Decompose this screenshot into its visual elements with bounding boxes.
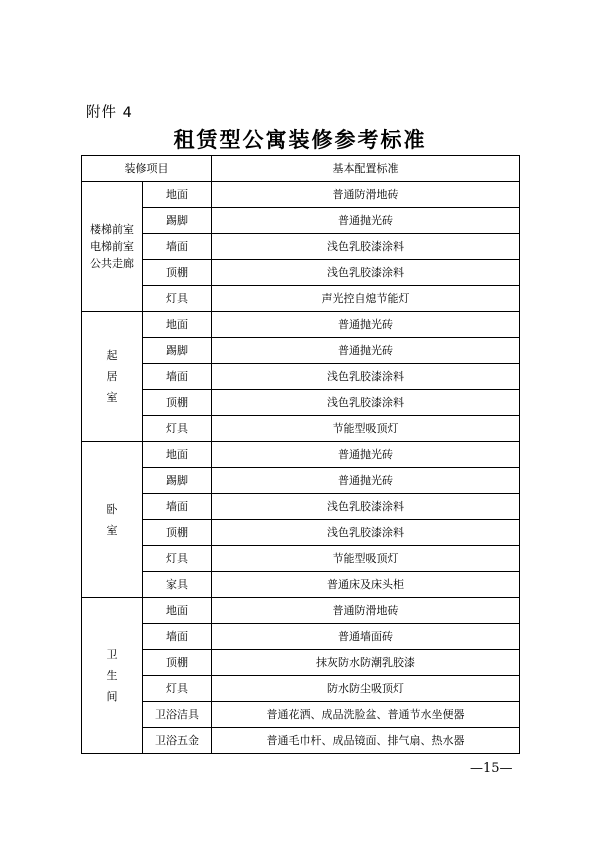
part-cell: 顶棚 xyxy=(143,390,212,416)
part-cell: 地面 xyxy=(143,182,212,208)
header-standard: 基本配置标准 xyxy=(212,156,520,182)
room-group-label xyxy=(82,442,143,598)
part-cell: 踢脚 xyxy=(143,338,212,364)
table-row xyxy=(82,442,520,468)
standard-cell: 浅色乳胶漆涂料 xyxy=(212,494,520,520)
table-row xyxy=(82,182,520,208)
table-row xyxy=(82,208,520,234)
table-row xyxy=(82,338,520,364)
part-cell: 灯具 xyxy=(143,416,212,442)
table-row xyxy=(82,676,520,702)
standard-cell: 普通防滑地砖 xyxy=(212,182,520,208)
room-group-label xyxy=(82,312,143,442)
part-cell: 顶棚 xyxy=(143,650,212,676)
table-row xyxy=(82,624,520,650)
part-cell: 踢脚 xyxy=(143,468,212,494)
table-row xyxy=(82,572,520,598)
table-row xyxy=(82,468,520,494)
standard-cell: 普通墙面砖 xyxy=(212,624,520,650)
page-number: —15— xyxy=(470,761,513,776)
standard-cell: 浅色乳胶漆涂料 xyxy=(212,390,520,416)
standard-cell: 浅色乳胶漆涂料 xyxy=(212,260,520,286)
room-group-label xyxy=(82,182,143,312)
room-group-label xyxy=(82,598,143,754)
standard-cell: 普通毛巾杆、成品镜面、排气扇、热水器 xyxy=(212,728,520,754)
part-cell: 卫浴洁具 xyxy=(143,702,212,728)
table-row xyxy=(82,702,520,728)
standard-cell: 节能型吸顶灯 xyxy=(212,416,520,442)
table-row xyxy=(82,260,520,286)
document-title: 租赁型公寓装修参考标准 xyxy=(173,127,427,152)
part-cell: 卫浴五金 xyxy=(143,728,212,754)
standard-cell: 声光控自熄节能灯 xyxy=(212,286,520,312)
part-cell: 灯具 xyxy=(143,286,212,312)
part-cell: 墙面 xyxy=(143,494,212,520)
room-group-name: 楼梯前室 电梯前室 公共走廊 xyxy=(90,223,134,270)
part-cell: 灯具 xyxy=(143,546,212,572)
standard-cell: 普通花洒、成品洗脸盆、普通节水坐便器 xyxy=(212,702,520,728)
standard-cell: 普通抛光砖 xyxy=(212,208,520,234)
part-cell: 地面 xyxy=(143,598,212,624)
standard-cell: 浅色乳胶漆涂料 xyxy=(212,520,520,546)
table-row xyxy=(82,416,520,442)
part-cell: 顶棚 xyxy=(143,520,212,546)
table-row xyxy=(82,650,520,676)
part-cell: 地面 xyxy=(143,442,212,468)
part-cell: 墙面 xyxy=(143,364,212,390)
standard-cell: 普通抛光砖 xyxy=(212,312,520,338)
attachment-label: 附件 4 xyxy=(86,105,133,121)
header-item: 装修项目 xyxy=(82,156,212,182)
table-row xyxy=(82,364,520,390)
standard-cell: 浅色乳胶漆涂料 xyxy=(212,234,520,260)
part-cell: 地面 xyxy=(143,312,212,338)
table-row xyxy=(82,546,520,572)
table-row xyxy=(82,728,520,754)
table-row xyxy=(82,598,520,624)
part-cell: 墙面 xyxy=(143,624,212,650)
table-row xyxy=(82,312,520,338)
room-group-name: 卫生间 xyxy=(106,648,118,703)
standard-cell: 浅色乳胶漆涂料 xyxy=(212,364,520,390)
standard-cell: 防水防尘吸顶灯 xyxy=(212,676,520,702)
table-row xyxy=(82,390,520,416)
standard-cell: 普通抛光砖 xyxy=(212,442,520,468)
part-cell: 顶棚 xyxy=(143,260,212,286)
part-cell: 灯具 xyxy=(143,676,212,702)
room-group-name: 起居室 xyxy=(106,349,118,404)
part-cell: 踢脚 xyxy=(143,208,212,234)
part-cell: 墙面 xyxy=(143,234,212,260)
standard-cell: 普通防滑地砖 xyxy=(212,598,520,624)
standard-cell: 普通抛光砖 xyxy=(212,338,520,364)
table-header-row xyxy=(82,156,520,182)
table-row xyxy=(82,520,520,546)
standard-cell: 抹灰防水防潮乳胶漆 xyxy=(212,650,520,676)
table-row xyxy=(82,286,520,312)
standard-cell: 普通抛光砖 xyxy=(212,468,520,494)
table-row xyxy=(82,234,520,260)
room-group-name: 卧室 xyxy=(106,502,118,537)
standard-cell: 节能型吸顶灯 xyxy=(212,546,520,572)
table-body xyxy=(82,182,520,754)
standard-cell: 普通床及床头柜 xyxy=(212,572,520,598)
renovation-standards-table xyxy=(81,155,520,754)
table-row xyxy=(82,494,520,520)
part-cell: 家具 xyxy=(143,572,212,598)
